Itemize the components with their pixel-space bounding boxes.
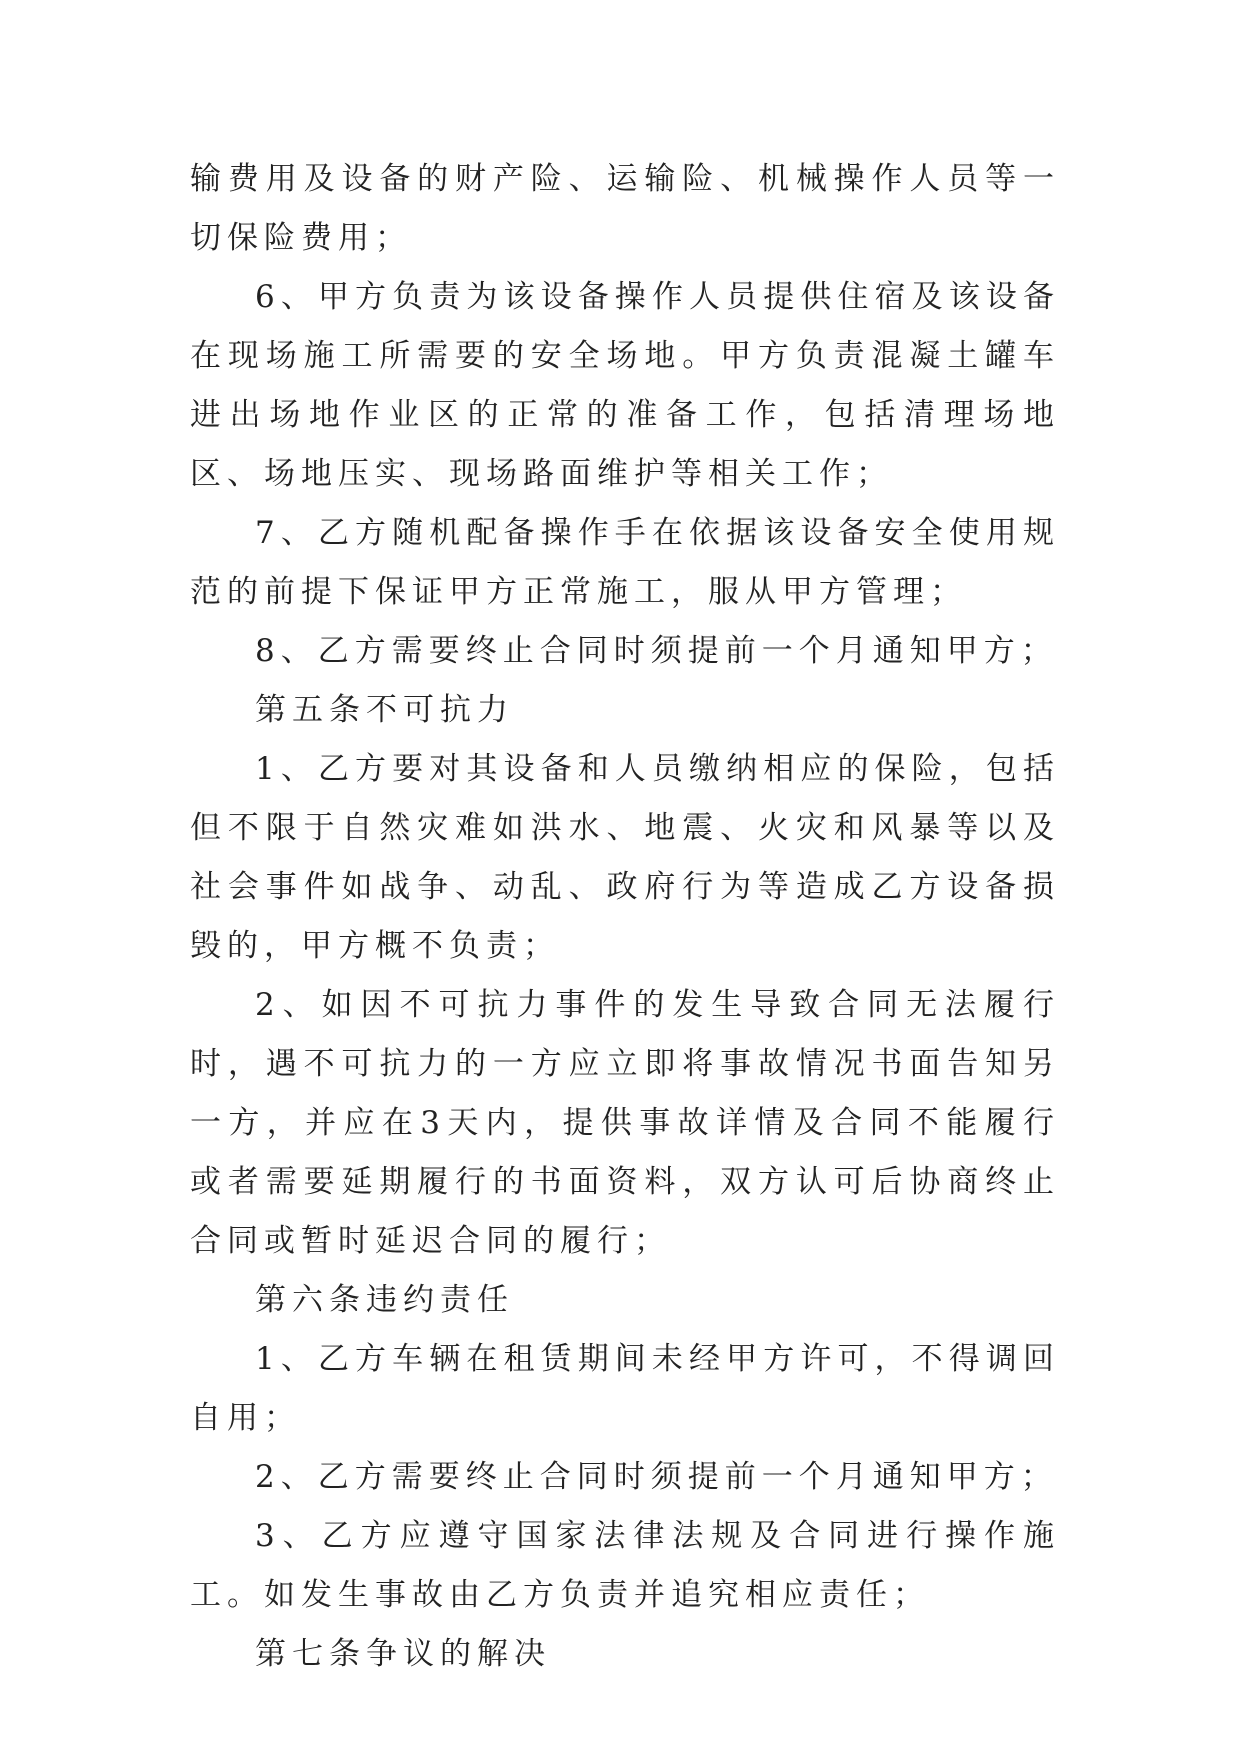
paragraph-clause-8-termination-notice: 8、乙方需要终止合同时须提前一个月通知甲方； bbox=[255, 633, 1058, 669]
paragraph-force-majeure-1: 1、乙方要对其设备和人员缴纳相应的保险，包括但不限于自然灾难如洪水、地震、火灾和风暴等以及社会事件如战争、动乱、政府行为等造成乙方设备损毁的，甲方概不负责； bbox=[190, 751, 1060, 964]
paragraph-force-majeure-2: 2、如因不可抗力事件的发生导致合同无法履行时，遇不可抗力的一方应立即将事故情况书面告知另一方，并应在3天内，提供事故详情及合同不能履行或者需要延期履行的书面资料，双方认可后协商终止合同或暂时延迟合同的履行； bbox=[190, 987, 1060, 1259]
paragraph-breach-2: 2、乙方需要终止合同时须提前一个月通知甲方； bbox=[255, 1459, 1058, 1495]
paragraph-breach-3: 3、乙方应遵守国家法律法规及合同进行操作施工。如发生事故由乙方负责并追究相应责任； bbox=[190, 1518, 1060, 1613]
section-heading-force-majeure: 第五条不可抗力 bbox=[255, 692, 514, 728]
document-body bbox=[190, 150, 1060, 1684]
paragraph-clause-7-operator: 7、乙方随机配备操作手在依据该设备安全使用规范的前提下保证甲方正常施工，服从甲方管理； bbox=[190, 515, 1060, 610]
paragraph-breach-1: 1、乙方车辆在租赁期间未经甲方许可，不得调回自用； bbox=[190, 1341, 1060, 1436]
paragraph-clause-6-site-preparation: 6、甲方负责为该设备操作人员提供住宿及该设备在现场施工所需要的安全场地。甲方负责混凝土罐车进出场地作业区的正常的准备工作，包括清理场地区、场地压实、现场路面维护等相关工作； bbox=[190, 279, 1060, 492]
section-heading-breach-liability: 第六条违约责任 bbox=[255, 1282, 514, 1318]
paragraph-insurance-costs-continued: 输费用及设备的财产险、运输险、机械操作人员等一切保险费用； bbox=[190, 161, 1060, 256]
section-heading-dispute-resolution: 第七条争议的解决 bbox=[255, 1636, 551, 1672]
